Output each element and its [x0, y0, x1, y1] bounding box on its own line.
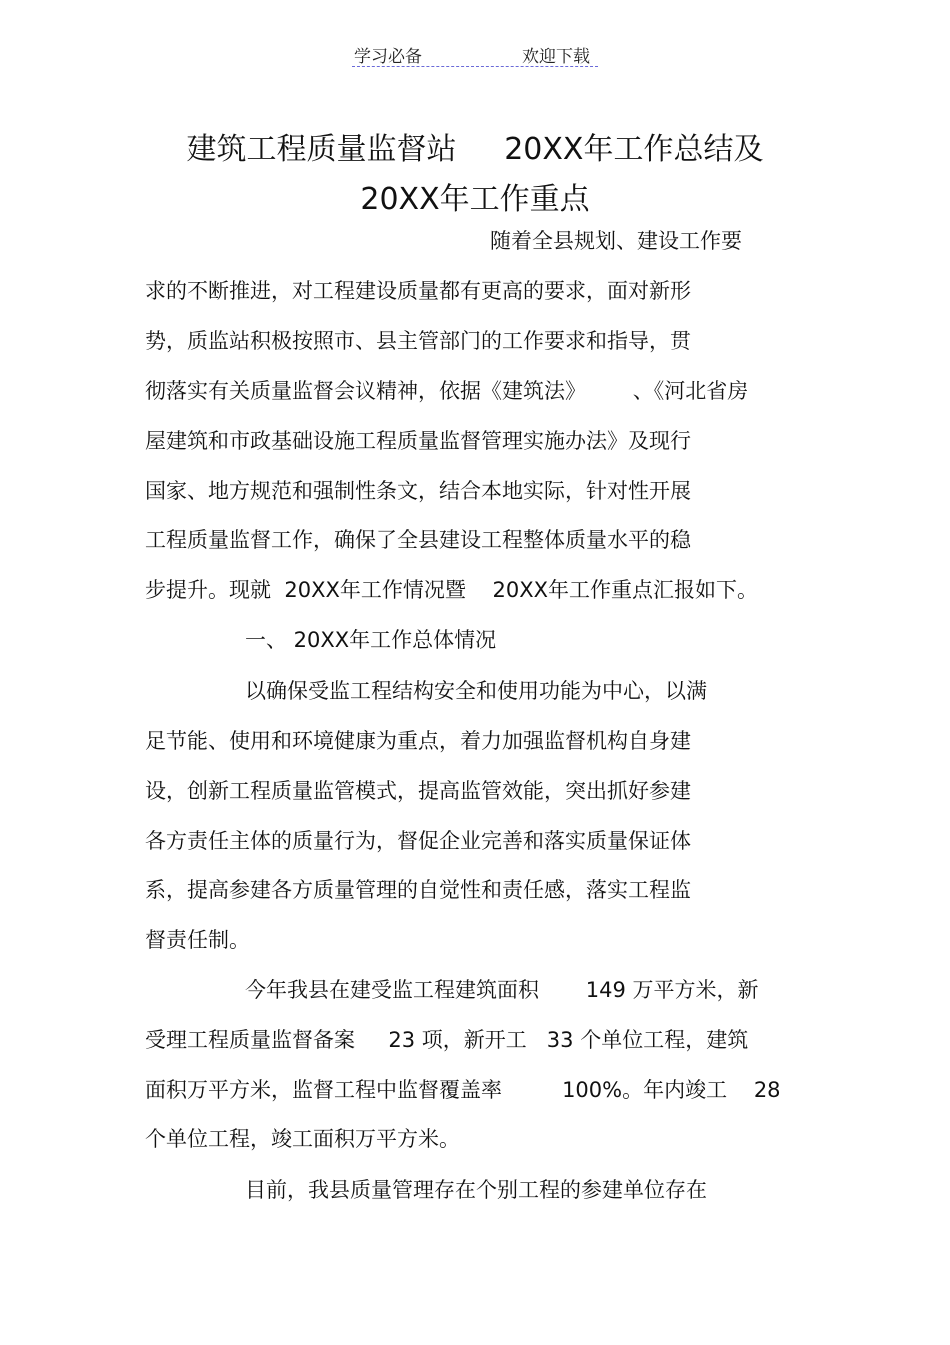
- body-line: 目前，我县质量管理存在个别工程的参建单位存在: [245, 1178, 707, 1202]
- body-line: 系，提高参建各方质量管理的自觉性和责任感，落实工程监: [145, 878, 691, 902]
- body-line: 今年我县在建受监工程建筑面积 149 万平方米，新: [245, 978, 759, 1002]
- section-heading: 一、 20XX年工作总体情况: [245, 628, 497, 652]
- body-line: 个单位工程，竣工面积万平方米。: [145, 1127, 460, 1151]
- page-header: [352, 40, 598, 67]
- body-line: 以确保受监工程结构安全和使用功能为中心，以满: [245, 679, 707, 703]
- document-title-line-1: 建筑工程质量监督站 20XX年工作总结及: [186, 132, 764, 167]
- body-line: 足节能、使用和环境健康为重点，着力加强监督机构自身建: [145, 729, 691, 753]
- body-line: 督责任制。: [145, 928, 250, 952]
- body-line: 国家、地方规范和强制性条文，结合本地实际，针对性开展: [145, 479, 691, 503]
- header-left-text: 学习必备: [354, 47, 422, 67]
- body-line: 步提升。现就 20XX年工作情况暨 20XX年工作重点汇报如下。: [145, 578, 759, 602]
- body-line: 设，创新工程质量监管模式，提高监管效能，突出抓好参建: [145, 779, 691, 803]
- document-title-line-2: 20XX年工作重点: [360, 182, 590, 217]
- body-line: 随着全县规划、建设工作要: [490, 229, 742, 253]
- body-line: 面积万平方米，监督工程中监督覆盖率 100%。年内竣工 28: [145, 1078, 781, 1102]
- body-line: 各方责任主体的质量行为，督促企业完善和落实质量保证体: [145, 829, 691, 853]
- body-line: 屋建筑和市政基础设施工程质量监督管理实施办法》及现行: [145, 429, 691, 453]
- body-line: 受理工程质量监督备案 23 项，新开工 33 个单位工程，建筑: [145, 1028, 749, 1052]
- body-line: 势，质监站积极按照市、县主管部门的工作要求和指导，贯: [145, 329, 691, 353]
- body-line: 工程质量监督工作，确保了全县建设工程整体质量水平的稳: [145, 528, 691, 552]
- body-line: 彻落实有关质量监督会议精神，依据《建筑法》 、《河北省房: [145, 379, 749, 403]
- body-line: 求的不断推进，对工程建设质量都有更高的要求，面对新形: [145, 279, 691, 303]
- header-right-text: 欢迎下载: [522, 47, 590, 67]
